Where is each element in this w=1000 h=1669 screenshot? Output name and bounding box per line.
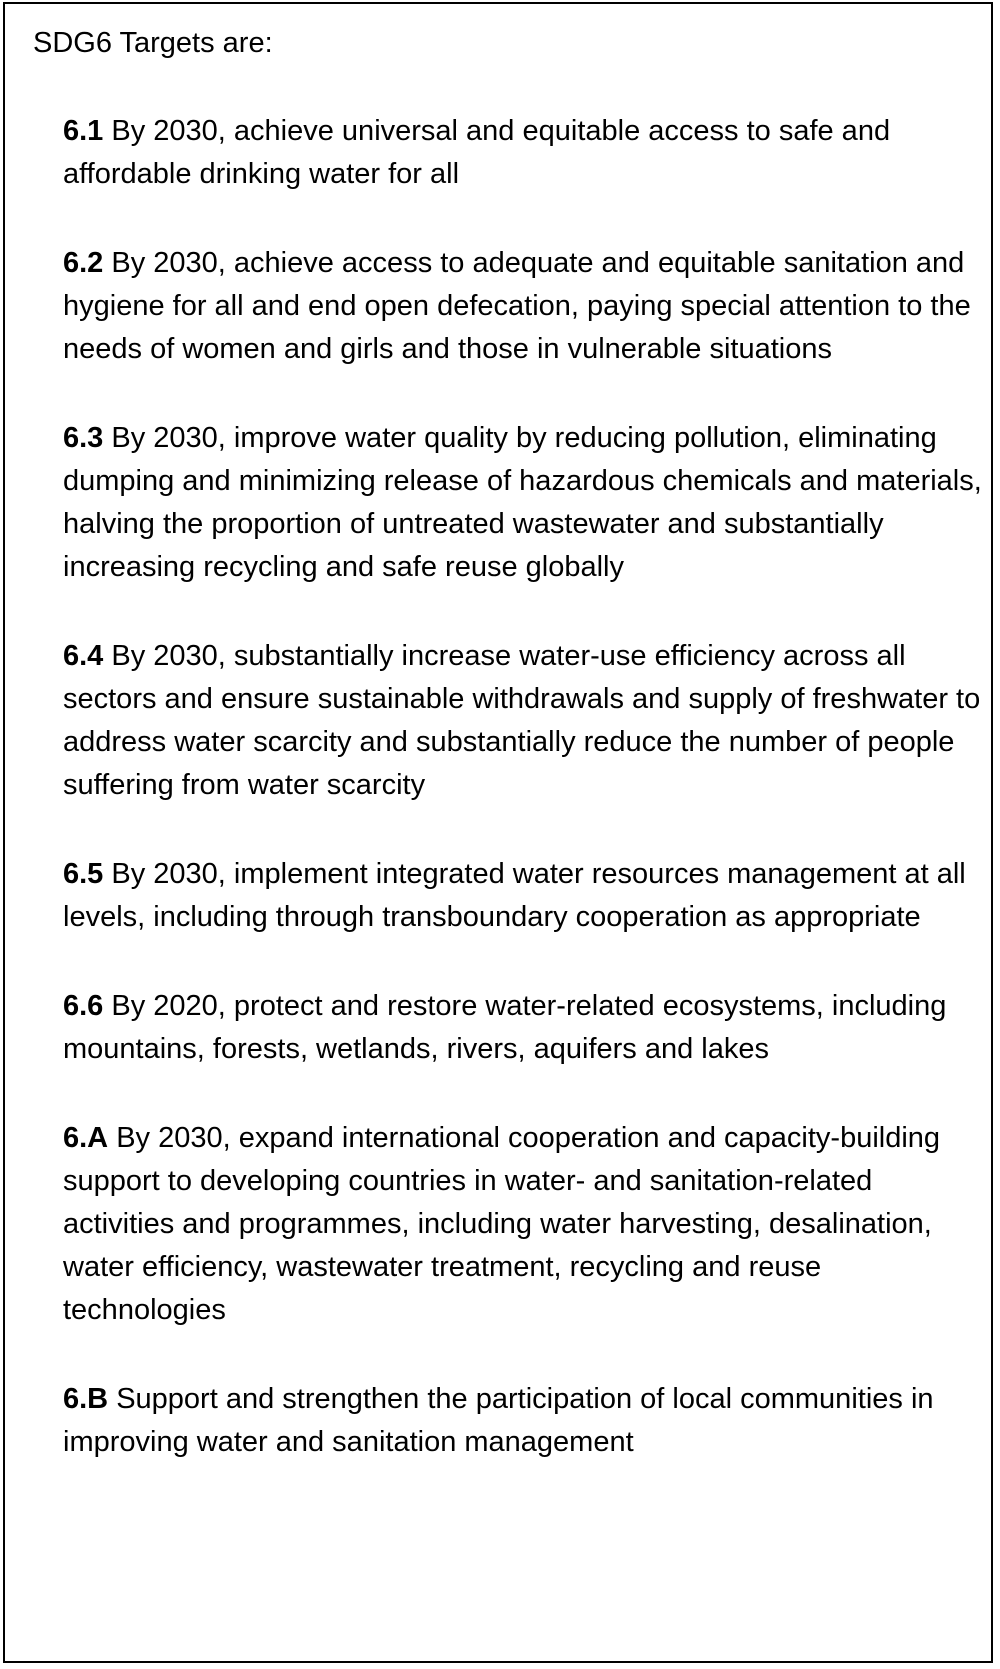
target-code: 6.3: [63, 422, 104, 454]
targets-list: [63, 110, 983, 1510]
target-code: 6.1: [63, 115, 104, 147]
target-code: 6.A: [63, 1122, 109, 1154]
target-text: By 2020, protect and restore water-related ecosystems, including mountains, forests, wetlands, rivers, aquifers and lakes: [63, 990, 947, 1065]
target-6-5: [63, 853, 983, 939]
target-6-b: [63, 1378, 983, 1464]
target-code: 6.2: [63, 247, 104, 279]
target-text: By 2030, improve water quality by reducing pollution, eliminating dumping and minimizing release of hazardous chemicals and materials, halving the proportion of untreated wastewater and substantially increasing recycling and safe reuse globally: [63, 422, 982, 583]
document-heading: SDG6 Targets are:: [33, 27, 273, 59]
target-6-2: [63, 242, 983, 371]
target-6-3: [63, 417, 983, 589]
target-6-4: [63, 635, 983, 807]
target-6-a: [63, 1117, 983, 1332]
target-code: 6.5: [63, 858, 104, 890]
target-code: 6.4: [63, 640, 104, 672]
target-6-1: [63, 110, 983, 196]
target-text: By 2030, implement integrated water resources management at all levels, including through transboundary cooperation as appropriate: [63, 858, 966, 933]
target-code: 6.B: [63, 1383, 109, 1415]
document-frame: [3, 2, 993, 1663]
target-6-6: [63, 985, 983, 1071]
target-text: By 2030, achieve universal and equitable access to safe and affordable drinking water for all: [63, 115, 891, 190]
target-code: 6.6: [63, 990, 104, 1022]
target-text: Support and strengthen the participation of local communities in improving water and sanitation management: [63, 1383, 934, 1458]
target-text: By 2030, substantially increase water-use efficiency across all sectors and ensure sustainable withdrawals and supply of freshwater to address water scarcity and substantially reduce the number of people suffering from water scarcity: [63, 640, 981, 801]
target-text: By 2030, expand international cooperation and capacity-building support to developing countries in water- and sanitation-related activities and programmes, including water harvesting, desalination, water efficiency, wastewater treatment, recycling and reuse technologies: [63, 1122, 941, 1326]
target-text: By 2030, achieve access to adequate and equitable sanitation and hygiene for all and end open defecation, paying special attention to the needs of women and girls and those in vulnerable situations: [63, 247, 971, 365]
